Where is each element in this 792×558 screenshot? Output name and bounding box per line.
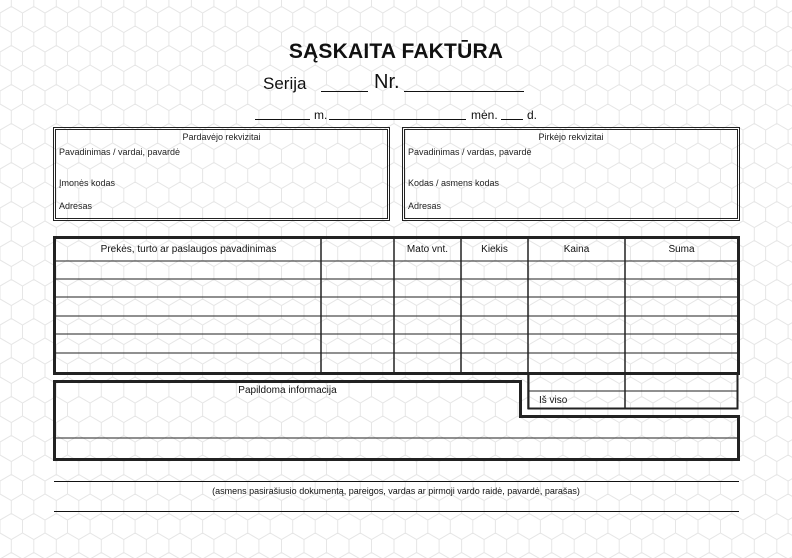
signature-line[interactable] [54, 481, 739, 482]
seller-code-label[interactable]: Įmonės kodas [59, 178, 116, 188]
seller-heading: Pardavėjo rekvizitai [182, 132, 261, 142]
serija-label: Serija [263, 74, 307, 93]
seller-name-label[interactable]: Pavadinimas / vardai, pavardė [59, 147, 181, 157]
month-label: mėn. [471, 108, 498, 122]
additional-info-label: Papildoma informacija [238, 385, 337, 396]
nr-label: Nr. [374, 71, 400, 93]
buyer-address-label[interactable]: Adresas [408, 201, 442, 211]
day-label: d. [527, 108, 538, 122]
year-label: m. [314, 108, 328, 122]
table-row-dividers [55, 261, 738, 391]
col-price-header: Kaina [563, 244, 590, 255]
invoice-title: SĄSKAITA FAKTŪRA [288, 40, 504, 63]
total-label: Iš viso [539, 395, 568, 406]
col-name-header: Prekės, turto ar paslaugos pavadinimas [100, 244, 277, 255]
signature-caption: (asmens pasirašiusio dokumentą, pareigos, vardas ar pirmoji vardo raidė, pavardė, parašas) [212, 486, 580, 496]
buyer-code-label[interactable]: Kodas / asmens kodas [408, 178, 500, 188]
col-qty-header: Kiekis [481, 244, 508, 255]
col-unit-header: Mato vnt. [406, 244, 449, 255]
buyer-heading: Pirkėjo rekvizitai [538, 132, 604, 142]
signature-line-lower[interactable] [54, 511, 739, 512]
col-sum-header: Suma [668, 244, 695, 255]
buyer-name-label[interactable]: Pavadinimas / vardas, pavardė [408, 147, 532, 157]
table-column-dividers [321, 238, 625, 409]
seller-address-label[interactable]: Adresas [59, 201, 93, 211]
